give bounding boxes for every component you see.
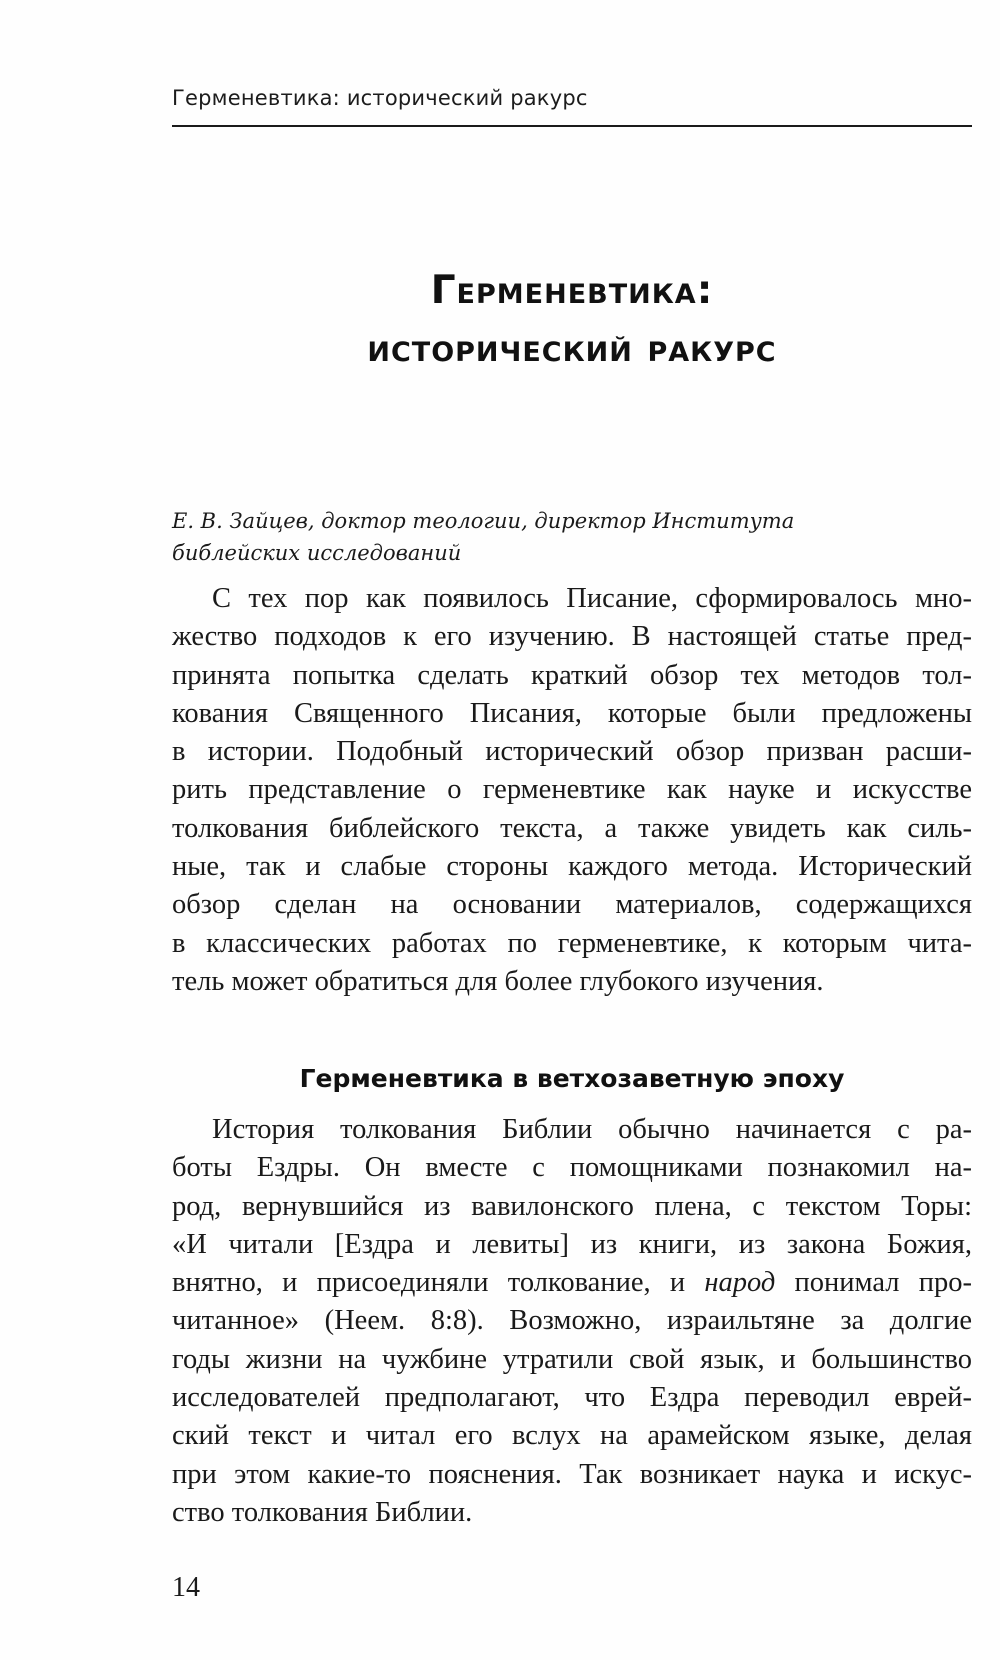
text-line (172, 1264, 972, 1302)
text-line: читанное» (Неем. 8:8). Возможно, израильтяне за долгие (172, 1305, 972, 1337)
text-line: обзор сделан на основании материалов, содержащихся (172, 889, 972, 921)
text-line: толкования библейского текста, а также увидеть как силь- (172, 812, 972, 844)
author-byline (172, 505, 972, 569)
text-line: принята попытка сделать краткий обзор тех методов тол- (172, 659, 972, 691)
text-fragment: понимал про- (775, 1267, 972, 1299)
text-line: ство толкования Библии. (172, 1496, 473, 1528)
chapter-title-line-2: исторический ракурс (367, 326, 777, 371)
text-line: годы жизни на чужбине утратили свой язык, и большинство (172, 1343, 972, 1375)
chapter-title (172, 262, 972, 378)
text-line: при этом какие-то пояснения. Так возникает наука и искус- (172, 1458, 972, 1490)
text-line: История толкования Библии обычно начинается с ра- (212, 1114, 972, 1145)
running-head: Герменевтика: исторический ракурс (172, 86, 588, 110)
text-line: род, вернувшийся из вавилонского плена, с текстом Торы: (172, 1190, 972, 1222)
header-rule (172, 125, 972, 127)
text-line: С тех пор как появилось Писание, сформировалось мно- (212, 583, 972, 614)
text-line: боты Ездры. Он вместе с помощниками познакомил на- (172, 1152, 972, 1184)
author-line-1: Е. В. Зайцев, доктор теологии, директор Института (172, 509, 795, 533)
text-line: тель может обратиться для более глубокого изучения. (172, 965, 824, 997)
text-line: жество подходов к его изучению. В настоящей статье пред- (172, 621, 972, 653)
text-line: в классических работах по герменевтике, к которым чита- (172, 927, 972, 959)
text-line: рить представление о герменевтике как науке и искусстве (172, 774, 972, 806)
text-line: в истории. Подобный исторический обзор призван расши- (172, 736, 972, 768)
italic-word: народ (704, 1267, 776, 1299)
author-line-2: библейских исследований (172, 541, 462, 565)
chapter-title-line-1: Герменевтика: (430, 268, 714, 313)
text-line: кования Священного Писания, которые были предложены (172, 697, 972, 729)
text-line: ский текст и читал его вслух на арамейском языке, делая (172, 1420, 972, 1452)
page-number: 14 (172, 1572, 200, 1603)
text-line: исследователей предполагают, что Ездра переводил еврей- (172, 1382, 972, 1414)
intro-paragraph (172, 580, 972, 1001)
section-paragraph (172, 1111, 972, 1532)
text-line: «И читали [Ездра и левиты] из книги, из закона Божия, (172, 1228, 972, 1260)
text-fragment: внятно, и присоединяли толкование, и (172, 1267, 705, 1299)
section-heading: Герменевтика в ветхозаветную эпоху (299, 1064, 845, 1093)
text-line: ные, так и слабые стороны каждого метода. Исторический (172, 851, 972, 883)
